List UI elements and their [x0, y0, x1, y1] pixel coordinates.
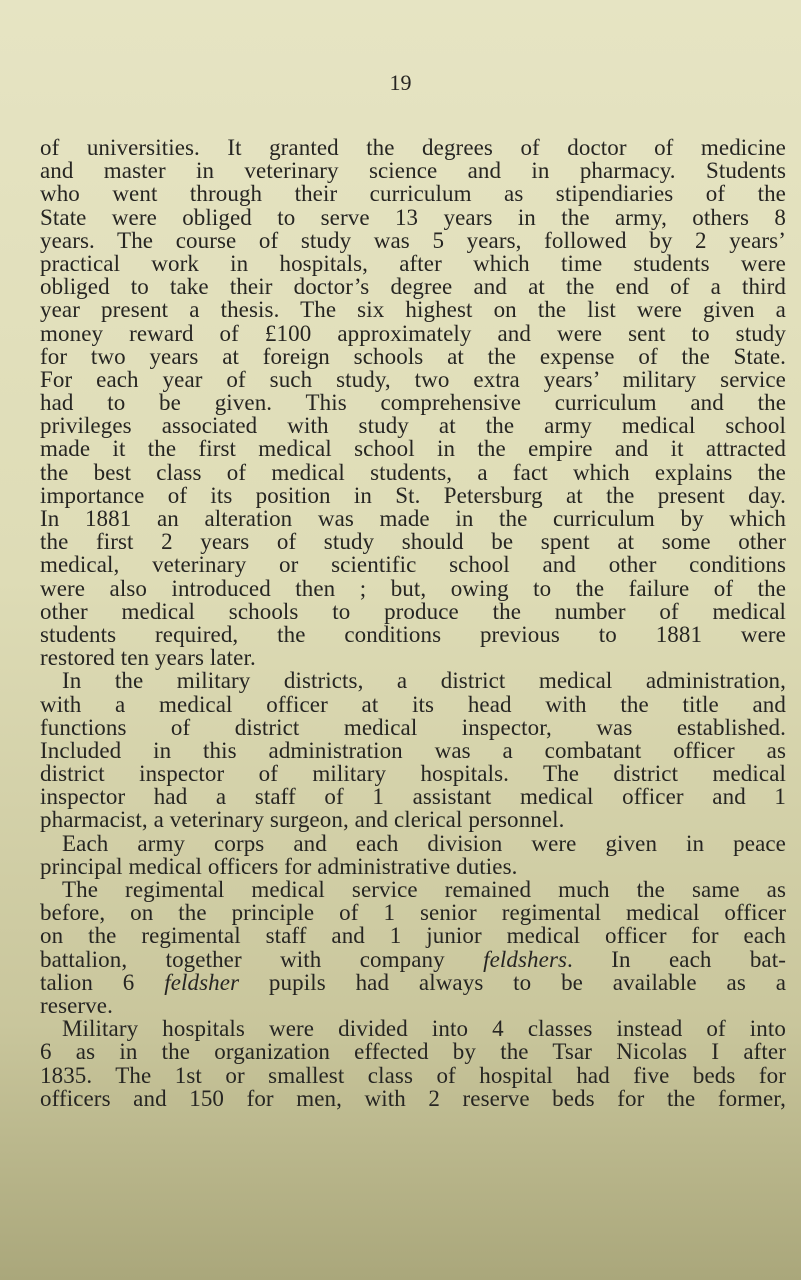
- text-line: [40, 322, 786, 345]
- text-line: [40, 808, 786, 831]
- text-segment: medical, veterinary or scientific school and other conditions: [40, 552, 786, 578]
- text-line: [40, 878, 786, 901]
- text-line: [40, 693, 786, 716]
- text-line: [40, 206, 786, 229]
- text-segment: Each army corps and each division were given in peace: [62, 830, 786, 856]
- text-segment: were also introduced then ; but, owing to the failure of the: [40, 575, 786, 601]
- text-line: [40, 600, 786, 623]
- text-segment: year present a thesis. The six highest on the list were given a: [40, 297, 786, 323]
- text-segment: other medical schools to produce the number of medical: [40, 598, 786, 624]
- body-text: [40, 136, 786, 1110]
- text-segment: with a medical officer at its head with the title and: [40, 691, 786, 717]
- text-segment: district inspector of military hospitals. The district medical: [40, 761, 786, 787]
- text-line: [40, 716, 786, 739]
- text-line: [40, 298, 786, 321]
- italic-term: feldshers: [483, 946, 568, 972]
- text-line: [40, 646, 786, 669]
- text-segment: obliged to take their doctor’s degree and at the end of a third: [40, 274, 786, 300]
- text-segment: The regimental medical service remained much the same as: [62, 877, 786, 902]
- text-segment: reserve.: [40, 992, 113, 1018]
- text-line: [40, 345, 786, 368]
- text-line: [40, 484, 786, 507]
- text-segment: importance of its position in St. Petersburg at the present day.: [40, 482, 786, 508]
- text-segment: the best class of medical students, a fact which explains the: [40, 459, 786, 485]
- text-segment: and master in veterinary science and in pharmacy. Students: [40, 158, 786, 184]
- text-segment: pharmacist, a veterinary surgeon, and clerical personnel.: [40, 807, 565, 833]
- text-line: [40, 1087, 786, 1110]
- text-segment: money reward of £100 approximately and were sent to study: [40, 320, 786, 346]
- text-segment: students required, the conditions previous to 1881 were: [40, 621, 786, 647]
- text-segment: 1835. The 1st or smallest class of hospital had five beds for: [40, 1062, 786, 1088]
- text-line: [40, 739, 786, 762]
- text-segment: talion 6: [40, 969, 165, 995]
- text-segment: practical work in hospitals, after which time students were: [40, 250, 786, 276]
- text-line: [40, 368, 786, 391]
- text-line: [40, 553, 786, 576]
- text-segment: inspector had a staff of 1 assistant medical officer and 1: [40, 784, 786, 810]
- text-line: [40, 669, 786, 692]
- text-segment: officers and 150 for men, with 2 reserve beds for the former,: [40, 1085, 786, 1111]
- page-number: 19: [389, 70, 412, 95]
- text-line: [40, 159, 786, 182]
- text-segment: had to be given. This comprehensive curriculum and the: [40, 390, 786, 416]
- text-line: [40, 437, 786, 460]
- text-line: [40, 623, 786, 646]
- text-line: [40, 1017, 786, 1040]
- text-line: [40, 229, 786, 252]
- text-segment: In 1881 an alteration was made in the curriculum by which: [40, 506, 786, 531]
- text-line: [40, 136, 786, 159]
- text-segment: battalion, together with company: [40, 946, 484, 972]
- text-segment: on the regimental staff and 1 junior medical officer for each: [40, 923, 786, 949]
- text-segment: State were obliged to serve 13 years in the army, others 8: [40, 204, 786, 230]
- text-segment: years. The course of study was 5 years, followed by 2 years’: [40, 227, 786, 253]
- italic-term: feldsher: [164, 969, 240, 995]
- text-line: [40, 507, 786, 530]
- text-line: [40, 924, 786, 947]
- text-segment: principal medical officers for administrative duties.: [40, 853, 518, 879]
- text-segment: . In each bat-: [567, 946, 786, 972]
- text-segment: before, on the principle of 1 senior regimental medical officer: [40, 900, 786, 926]
- text-line: [40, 252, 786, 275]
- text-segment: made it the first medical school in the empire and it attracted: [40, 436, 786, 462]
- text-segment: restored ten years later.: [40, 645, 256, 671]
- text-line: [40, 577, 786, 600]
- text-line: [40, 182, 786, 205]
- text-segment: 6 as in the organization effected by the Tsar Nicolas I after: [40, 1039, 786, 1065]
- text-line: [40, 391, 786, 414]
- text-segment: the first 2 years of study should be spent at some other: [40, 529, 786, 555]
- text-line: [40, 275, 786, 298]
- text-segment: of universities. It granted the degrees of doctor of medicine: [40, 135, 786, 160]
- text-line: [40, 785, 786, 808]
- text-segment: In the military districts, a district medical administration,: [62, 668, 786, 694]
- text-segment: Military hospitals were divided into 4 classes instead of into: [62, 1016, 786, 1042]
- text-segment: for two years at foreign schools at the expense of the State.: [40, 343, 786, 369]
- text-segment: Included in this administration was a combatant officer as: [40, 737, 786, 763]
- text-segment: functions of district medical inspector, was established.: [40, 714, 786, 740]
- text-segment: pupils had always to be available as a: [239, 969, 787, 995]
- text-segment: who went through their curriculum as stipendiaries of the: [40, 181, 786, 207]
- text-line: [40, 994, 786, 1017]
- text-line: [40, 832, 786, 855]
- text-line: [40, 1064, 786, 1087]
- text-line: [40, 948, 786, 971]
- text-line: [40, 901, 786, 924]
- text-line: [40, 762, 786, 785]
- text-line: [40, 855, 786, 878]
- text-line: [40, 461, 786, 484]
- text-line: [40, 414, 786, 437]
- text-segment: privileges associated with study at the army medical school: [40, 413, 786, 439]
- text-line: [40, 530, 786, 553]
- text-line: [40, 971, 786, 994]
- text-line: [40, 1040, 786, 1063]
- text-segment: For each year of such study, two extra years’ military service: [40, 366, 786, 392]
